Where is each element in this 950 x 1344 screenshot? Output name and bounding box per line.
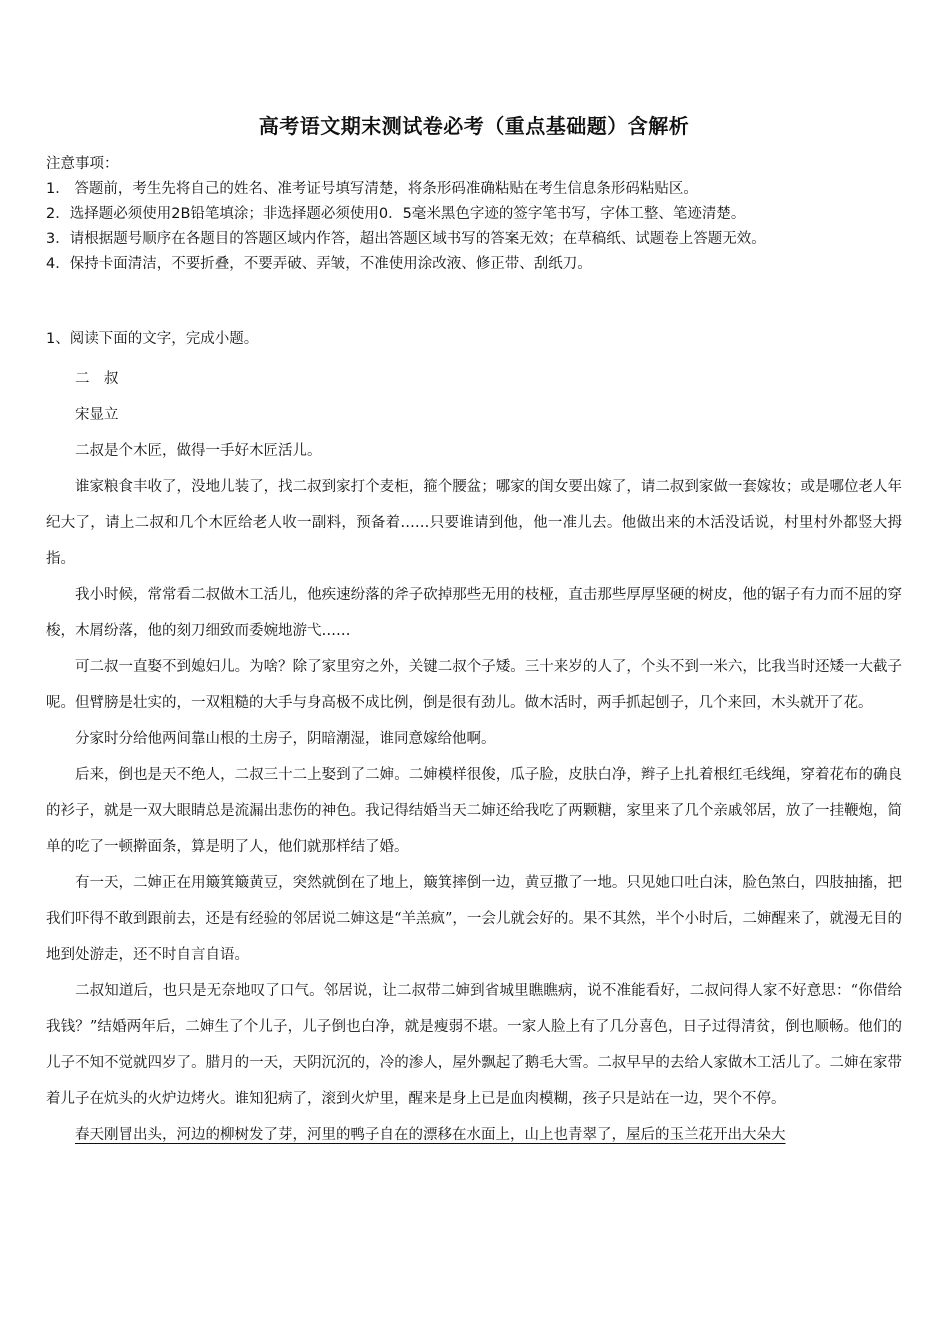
article-paragraph: 可二叔一直娶不到媳妇儿。为啥？除了家里穷之外，关键二叔个子矮。三十来岁的人了，个头不到一米六，比我当时还矮一大截子呢。但臂膀是壮实的，一双粗糙的大手与身高极不成比例，倒是很有劲儿。做木活时，两手抓起刨子，几个来回，木头就开了花。 [46,659,902,711]
notice-heading: 注意事项： [46,156,119,172]
underlined-text: 春天刚冒出头，河边的柳树发了芽，河里的鸭子自在的漂移在水面上，山上也青翠了，屋后的玉兰花开出大朵大 [75,1127,786,1143]
article-paragraph: 二叔是个木匠，做得一手好木匠活儿。 [75,443,322,459]
notice-item: 3．请根据题号顺序在各题目的答题区域内作答，超出答题区域书写的答案无效；在草稿纸、试题卷上答题无效。 [46,231,766,247]
notice-section [46,152,902,277]
article-paragraph: 后来，倒也是天不绝人，二叔三十二上娶到了二婶。二婶模样很俊，瓜子脸，皮肤白净，辫子上扎着根红毛线绳，穿着花布的确良的衫子，就是一双大眼睛总是流漏出悲伤的神色。我记得结婚当天二婶还给我吃了两颗糖，家里来了几个亲戚邻居，放了一挂鞭炮，简单的吃了一顿擀面条，算是明了人，他们就那样结了婚。 [46,767,902,855]
notice-item: 2．选择题必须使用2B铅笔填涂；非选择题必须使用0．5毫米黑色字迹的签字笔书写，字体工整、笔迹清楚。 [46,206,746,222]
article-paragraph: 有一天，二婶正在用簸箕簸黄豆，突然就倒在了地上，簸箕摔倒一边，黄豆撒了一地。只见她口吐白沫，脸色煞白，四肢抽搐，把我们吓得不敢到跟前去，还是有经验的邻居说二婶这是“羊羔疯”，一会儿就会好的。果不其然，半个小时后，二婶醒来了，就漫无目的地到处游走，还不时自言自语。 [46,875,902,963]
article-paragraph: 谁家粮食丰收了，没地儿装了，找二叔到家打个麦柜，箍个腰盆；哪家的闺女要出嫁了，请二叔到家做一套嫁妆；或是哪位老人年纪大了，请上二叔和几个木匠给老人收一副料，预备着……只要谁请到他，他一准儿去。他做出来的木活没话说，村里村外都竖大拇指。 [46,479,902,567]
document-title: 高考语文期末测试卷必考（重点基础题）含解析 [258,114,690,138]
article-paragraph-underlined [46,1117,902,1153]
notice-item: 4．保持卡面清洁，不要折叠，不要弄破、弄皱，不准使用涂改液、修正带、刮纸刀。 [46,256,592,272]
article-paragraph: 我小时候，常常看二叔做木工活儿，他疾速纷落的斧子砍掉那些无用的枝桠，直击那些厚厚坚硬的树皮，他的锯子有力而不屈的穿梭，木屑纷落，他的刻刀细致而委婉地游弋…… [46,587,902,639]
reading-article [46,361,902,1153]
article-paragraph: 分家时分给他两间靠山根的土房子，阴暗潮湿，谁同意嫁给他啊。 [75,731,496,747]
notice-item: 1． 答题前，考生先将自己的姓名、准考证号填写清楚，将条形码准确粘贴在考生信息条形码粘贴区。 [46,181,698,197]
article-title: 二 叔 [75,371,119,387]
article-paragraph: 二叔知道后，也只是无奈地叹了口气。邻居说，让二叔带二婶到省城里瞧瞧病，说不准能看好，二叔问得人家不好意思：“你借给我钱？”结婚两年后，二婶生了个儿子，儿子倒也白净，就是瘦弱不堪。一家人脸上有了几分喜色，日子过得清贫，倒也顺畅。他们的儿子不知不觉就四岁了。腊月的一天，天阴沉沉的，冷的渗人，屋外飘起了鹅毛大雪。二叔早早的去给人家做木工活儿了。二婶在家带着儿子在炕头的火炉边烤火。谁知犯病了，滚到火炉里，醒来是身上已是血肉模糊，孩子只是站在一边，哭个不停。 [46,983,902,1107]
question-prompt: 1、阅读下面的文字，完成小题。 [46,331,259,347]
article-author: 宋显立 [75,407,119,423]
